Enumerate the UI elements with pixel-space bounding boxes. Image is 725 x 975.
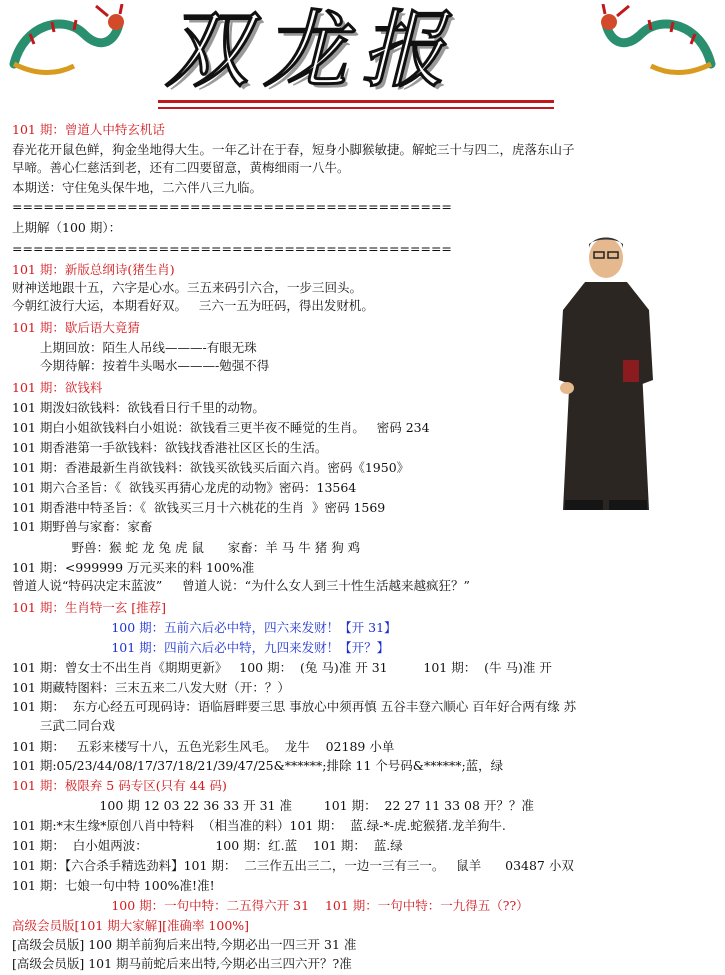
header-banner <box>0 0 725 118</box>
text-line: 101 期： 白小姐两波： 100 期：红.蓝 101 期： 蓝.绿 <box>12 838 403 853</box>
text-line: ========================================== <box>12 241 452 256</box>
text-line: ========================================== <box>12 199 452 214</box>
text-line: 101 期： 东方心经五可现码诗：语临唇畔要三思 事放心中须再慎 五谷丰登六顺心 百年好合两有缘 苏 <box>12 699 577 714</box>
text-line: 101 期:*末生缘*原创八肖中特料 （相当准的料）101 期： 蓝.绿-*-虎.蛇猴猪.龙羊狗牛. <box>12 818 506 833</box>
text-line: 春光花开鼠色鲜，狗金坐地得大生。一年乙计在于春，短身小脚猴敏捷。解蛇三十与四二，虎落东山子 <box>12 142 575 157</box>
dragon-left-icon <box>4 4 124 86</box>
title-underline <box>158 100 554 103</box>
text-line: [高级会员版] 100 期羊前狗后来出特,今期必出一四三开 31 准 <box>12 937 357 952</box>
text-line: 101 期：七娘一句中特 100%准!准! <box>12 878 215 893</box>
text-line: 101 期：【六合杀手精选劲料】101 期： 二三作五出三二，一边一三有三一。 鼠羊 03487 小双 <box>12 858 574 873</box>
text-line: [高级会员版] 101 期马前蛇后来出特,今期必出三四六开？?准 <box>12 956 352 971</box>
text-line: 今朝红波行大运，本期看好双。 三六一五为旺码，得出发财机。 <box>12 298 374 313</box>
text-line: 101 期野兽与家畜：家畜 <box>12 519 153 534</box>
text-line: 101 期：极限弃 5 码专区(只有 44 码) <box>12 778 227 793</box>
text-line: 101 期白小姐欲钱料白小姐说：欲钱看三更半夜不睡觉的生肖。 密码 234 <box>12 420 430 435</box>
text-line: 101 期香港中特圣旨：《 欲钱买三月十六桃花的生肖 》密码 1569 <box>12 500 386 515</box>
man-portrait-icon <box>545 230 667 515</box>
text-line: 上期解（100 期）： <box>12 220 122 235</box>
text-line: 101 期泼妇欲钱料：欲钱看日行千里的动物。 <box>12 400 265 415</box>
text-line: 101 期六合圣旨：《 欲钱买再猜心龙虎的动物》密码：13564 <box>12 480 357 495</box>
text-line: 高级会员版[101 期大家解][准确率 100%] <box>12 918 250 933</box>
text-line: 早啼。善心仁慈活到老，还有二四要留意，黄梅细雨一八牛。 <box>12 160 350 175</box>
text-line: 野兽：猴 蛇 龙 兔 虎 鼠 家畜：羊 马 牛 猪 狗 鸡 <box>12 540 361 555</box>
page-title: 双龙报 <box>165 1 460 99</box>
text-line: 101 期:05/23/44/08/17/37/18/21/39/47/25&******;排除 11 个号码&******;蓝，绿 <box>12 758 504 773</box>
text-line: 本期送：守住兔头保牛地，二六伴八三九临。 <box>12 180 263 195</box>
text-line: 101 期： 五彩来楼写十八，五色光彩生风毛。 龙牛 02189 小单 <box>12 739 395 754</box>
text-line: 101 期：<999999 万元买来的料 100%准 <box>12 560 255 575</box>
text-line: 101 期：新版总纲诗(猪生肖) <box>12 262 175 277</box>
text-line: 101 期：香港最新生肖欲钱料：欲钱买欲钱买后面六肖。密码《1950》 <box>12 460 410 475</box>
text-line: 101 期：曾道人中特玄机话 <box>12 122 165 137</box>
text-line: 财神送地跟十五，六字是心水。三五来码引六合，一步三回头。 <box>12 280 363 295</box>
text-line: 101 期藏特图料：三末五来二八发大财（开：？） <box>12 680 290 695</box>
text-line: 101 期香港第一手欲钱料：欲钱找香港社区区长的生活。 <box>12 440 328 455</box>
text-line: 101 期：欲钱料 <box>12 380 103 395</box>
text-line: 101 期：生肖特一玄 [推荐] <box>12 600 167 615</box>
text-line: 100 期 12 03 22 36 33 开 31 准 101 期： 22 27 11 33 08 开？？准 <box>12 798 534 813</box>
text-line: 上期回放：陌生人吊线———-有眼无珠 <box>40 340 257 355</box>
text-line: 三武二同台戏 <box>12 718 115 733</box>
text-line: 101 期：曾女士不出生肖《期期更新》 100 期： (兔 马)准 开 31 101 期： (牛 马)准 开 <box>12 660 552 675</box>
text-line: 曾道人说“特码决定末蓝波” 曾道人说：“为什么女人到三十性生活越来越疯狂？” <box>12 578 470 593</box>
title-underline-thin <box>158 107 554 109</box>
dragon-right-icon <box>601 4 721 86</box>
text-line: 101 期：歇后语大竟猜 <box>12 320 140 335</box>
text-line: 今期待解：按着牛头喝水———-勉强不得 <box>40 358 270 373</box>
text-line: 101 期：四前六后必中特，九四来发财！【开？】 <box>12 640 390 655</box>
text-line: 100 期：一句中特：二五得六开 31 101 期：一句中特：一九得五（??） <box>12 898 529 913</box>
text-line: 100 期：五前六后必中特，四六来发财！【开 31】 <box>12 620 397 635</box>
